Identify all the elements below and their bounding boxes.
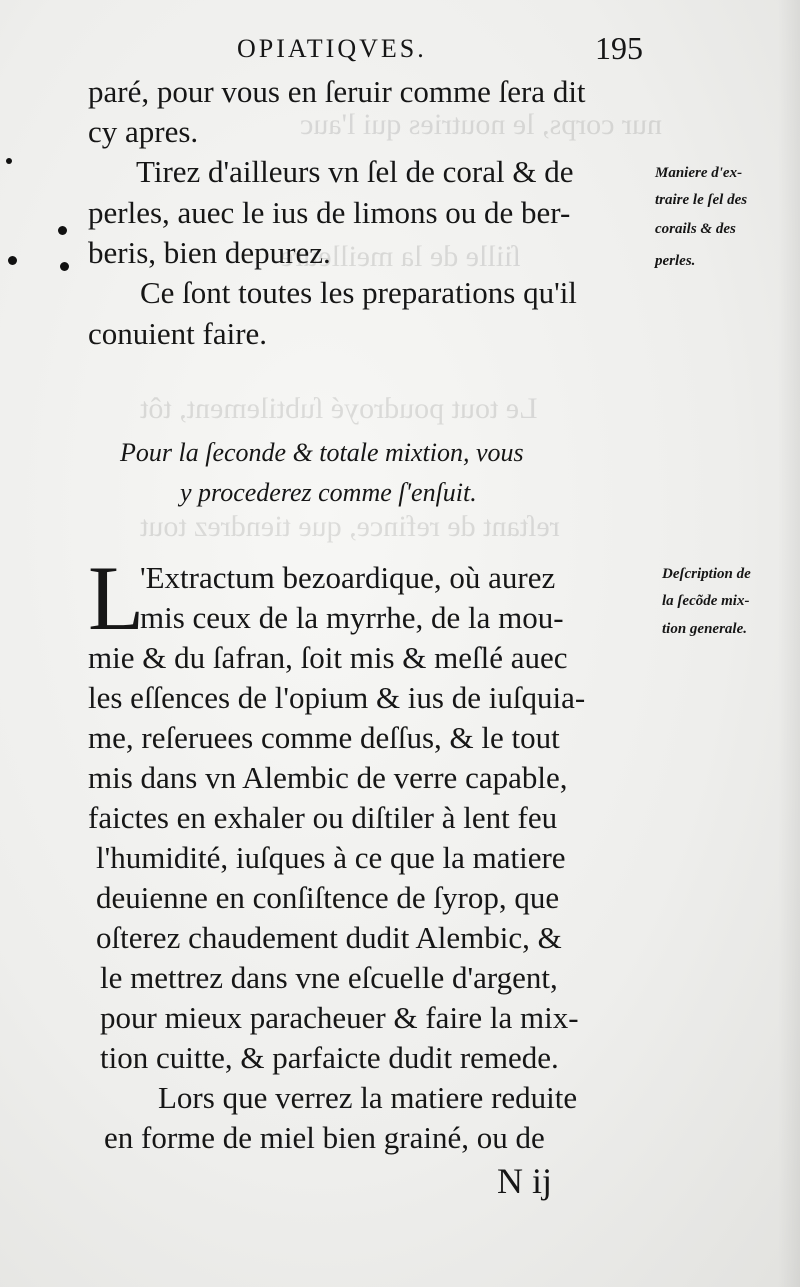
page-edge-shadow xyxy=(778,0,800,1287)
show-through: Le tout poudroyé ſubtilement, tôt xyxy=(140,392,538,425)
ink-speck xyxy=(60,262,69,271)
text-line: les eſſences de l'opium & ius de iuſquia- xyxy=(88,680,586,715)
text-line: tion cuitte, & parfaicte dudit remede. xyxy=(100,1040,559,1075)
text-line: paré, pour vous en ſeruir comme ſera dit xyxy=(88,74,586,109)
text-line: mis dans vn Alembic de verre capable, xyxy=(88,760,568,795)
text-line: beris, bien depurez. xyxy=(88,235,331,270)
text-line: mie & du ſafran, ſoit mis & meſlé auec xyxy=(88,640,568,675)
drop-cap: L xyxy=(88,547,145,649)
margin-note-line: la ſecõde mix- xyxy=(662,593,750,609)
text-line: Tirez d'ailleurs vn ſel de coral & de xyxy=(136,154,574,189)
text-line: le mettrez dans vne eſcuelle d'argent, xyxy=(100,960,558,995)
margin-note-line: perles. xyxy=(655,253,696,269)
text-line: en forme de miel bien grainé, ou de xyxy=(104,1120,545,1155)
page-header xyxy=(0,30,800,70)
text-line: 'Extractum bezoardique, où aurez xyxy=(140,560,556,595)
running-title: OPIATIQVES. xyxy=(237,34,427,63)
text-line: perles, auec le ius de limons ou de ber- xyxy=(88,195,571,230)
show-through: nur corps, le noutries qui l'auc xyxy=(300,108,662,141)
text-line: deuienne en conſiſtence de ſyrop, que xyxy=(96,880,560,915)
margin-note-line: corails & des xyxy=(655,221,736,237)
ink-speck xyxy=(6,158,12,164)
ink-speck xyxy=(58,226,67,235)
text-line: me, reſeruees comme deſſus, & le tout xyxy=(88,720,560,755)
ink-speck xyxy=(8,256,17,265)
margin-note-line: Deſcription de xyxy=(662,566,751,582)
margin-note-line: Maniere d'ex- xyxy=(655,165,743,181)
text-line: faictes en exhaler ou diſtiler à lent feu xyxy=(88,800,558,835)
text-line: mis ceux de la myrrhe, de la mou- xyxy=(140,600,564,635)
text-line: pour mieux paracheuer & faire la mix- xyxy=(100,1000,579,1035)
text-line: Lors que verrez la matiere reduite xyxy=(158,1080,578,1115)
text-line: conuient faire. xyxy=(88,316,268,351)
margin-note-line: tion generale. xyxy=(662,621,747,637)
section-heading-line: Pour la ſeconde & totale mixtion, vous xyxy=(120,438,524,467)
text-line: l'humidité, iuſques à ce que la matiere xyxy=(96,840,566,875)
page-number: 195 xyxy=(595,30,643,66)
margin-note-line: traire le ſel des xyxy=(655,192,748,208)
text-line: Ce ſont toutes les preparations qu'il xyxy=(140,275,577,310)
signature-mark: N ij xyxy=(497,1161,553,1201)
text-line: oſterez chaudement dudit Alembic, & xyxy=(96,920,562,955)
text-line: cy apres. xyxy=(88,114,199,149)
show-through: ſiille de la meilleure xyxy=(280,240,521,273)
show-through: reſtant de refince, que tiendrez tout xyxy=(140,510,560,543)
section-heading-line: y procederez comme ſ'enſuit. xyxy=(180,478,477,507)
